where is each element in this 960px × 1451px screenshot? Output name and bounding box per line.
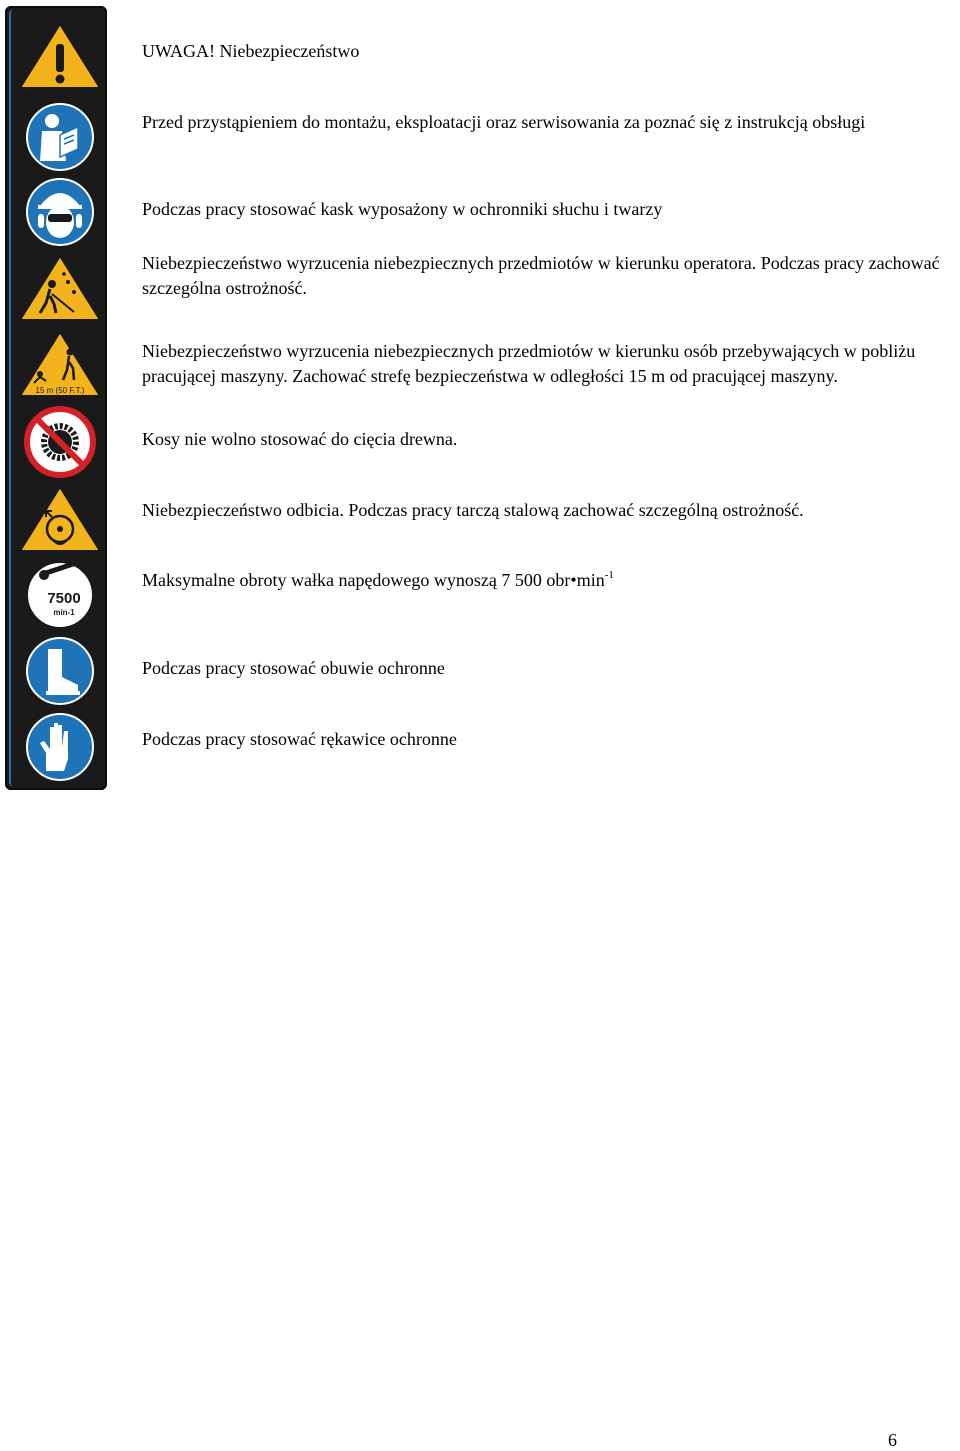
read-manual-icon <box>16 101 104 173</box>
safety-symbols-strip <box>5 6 107 790</box>
no-saw-blade-icon <box>16 406 104 478</box>
kickback-warning-icon <box>16 483 104 555</box>
warning-text-general: UWAGA! Niebezpieczeństwo <box>142 41 360 61</box>
thrown-objects-bystanders-icon <box>16 328 104 400</box>
warning-exclamation-icon <box>16 20 104 92</box>
warning-text-read-manual: Przed przystąpieniem do montażu, eksploatacji oraz serwisowania za poznać się z instrukcją obsługi <box>142 112 866 132</box>
warning-text-thrown-bystanders: Niebezpieczeństwo wyrzucenia niebezpiecznych przedmiotów w kierunku osób przebywających w pobliżu pracującej maszyny. Zachować strefę bezpieczeństwa w odległości 15 m od pracującej maszyny. <box>142 341 916 386</box>
warning-text-helmet: Podczas pracy stosować kask wyposażony w ochronniki słuchu i twarzy <box>142 199 663 219</box>
max-rpm-icon <box>16 559 104 631</box>
page-number: 6 <box>888 1430 897 1450</box>
max-rpm-value: 7500 <box>47 590 81 607</box>
helmet-ear-face-protection-icon <box>16 176 104 248</box>
max-rpm-exponent: -1 <box>604 569 614 581</box>
warning-text-no-wood: Kosy nie wolno stosować do cięcia drewna. <box>142 429 458 449</box>
warning-text-gloves: Podczas pracy stosować rękawice ochronne <box>142 729 457 749</box>
max-rpm-unit: min-1 <box>53 608 75 617</box>
bystander-distance-label: 15 m (50 F.T.) <box>35 386 85 395</box>
thrown-objects-operator-icon <box>16 252 104 324</box>
protective-boots-icon <box>16 635 104 707</box>
warning-text-boots: Podczas pracy stosować obuwie ochronne <box>142 658 445 678</box>
warning-text-thrown-operator: Niebezpieczeństwo wyrzucenia niebezpiecznych przedmiotów w kierunku operatora. Podczas pracy zachować szczególna ostrożność. <box>142 253 940 298</box>
warning-text-kickback: Niebezpieczeństwo odbicia. Podczas pracy tarczą stalową zachować szczególną ostrożność. <box>142 500 804 520</box>
protective-gloves-icon <box>16 711 104 783</box>
max-rpm-text: Maksymalne obroty wałka napędowego wynoszą 7 500 obr•min <box>142 570 605 590</box>
warning-text-max-rpm <box>142 568 954 593</box>
